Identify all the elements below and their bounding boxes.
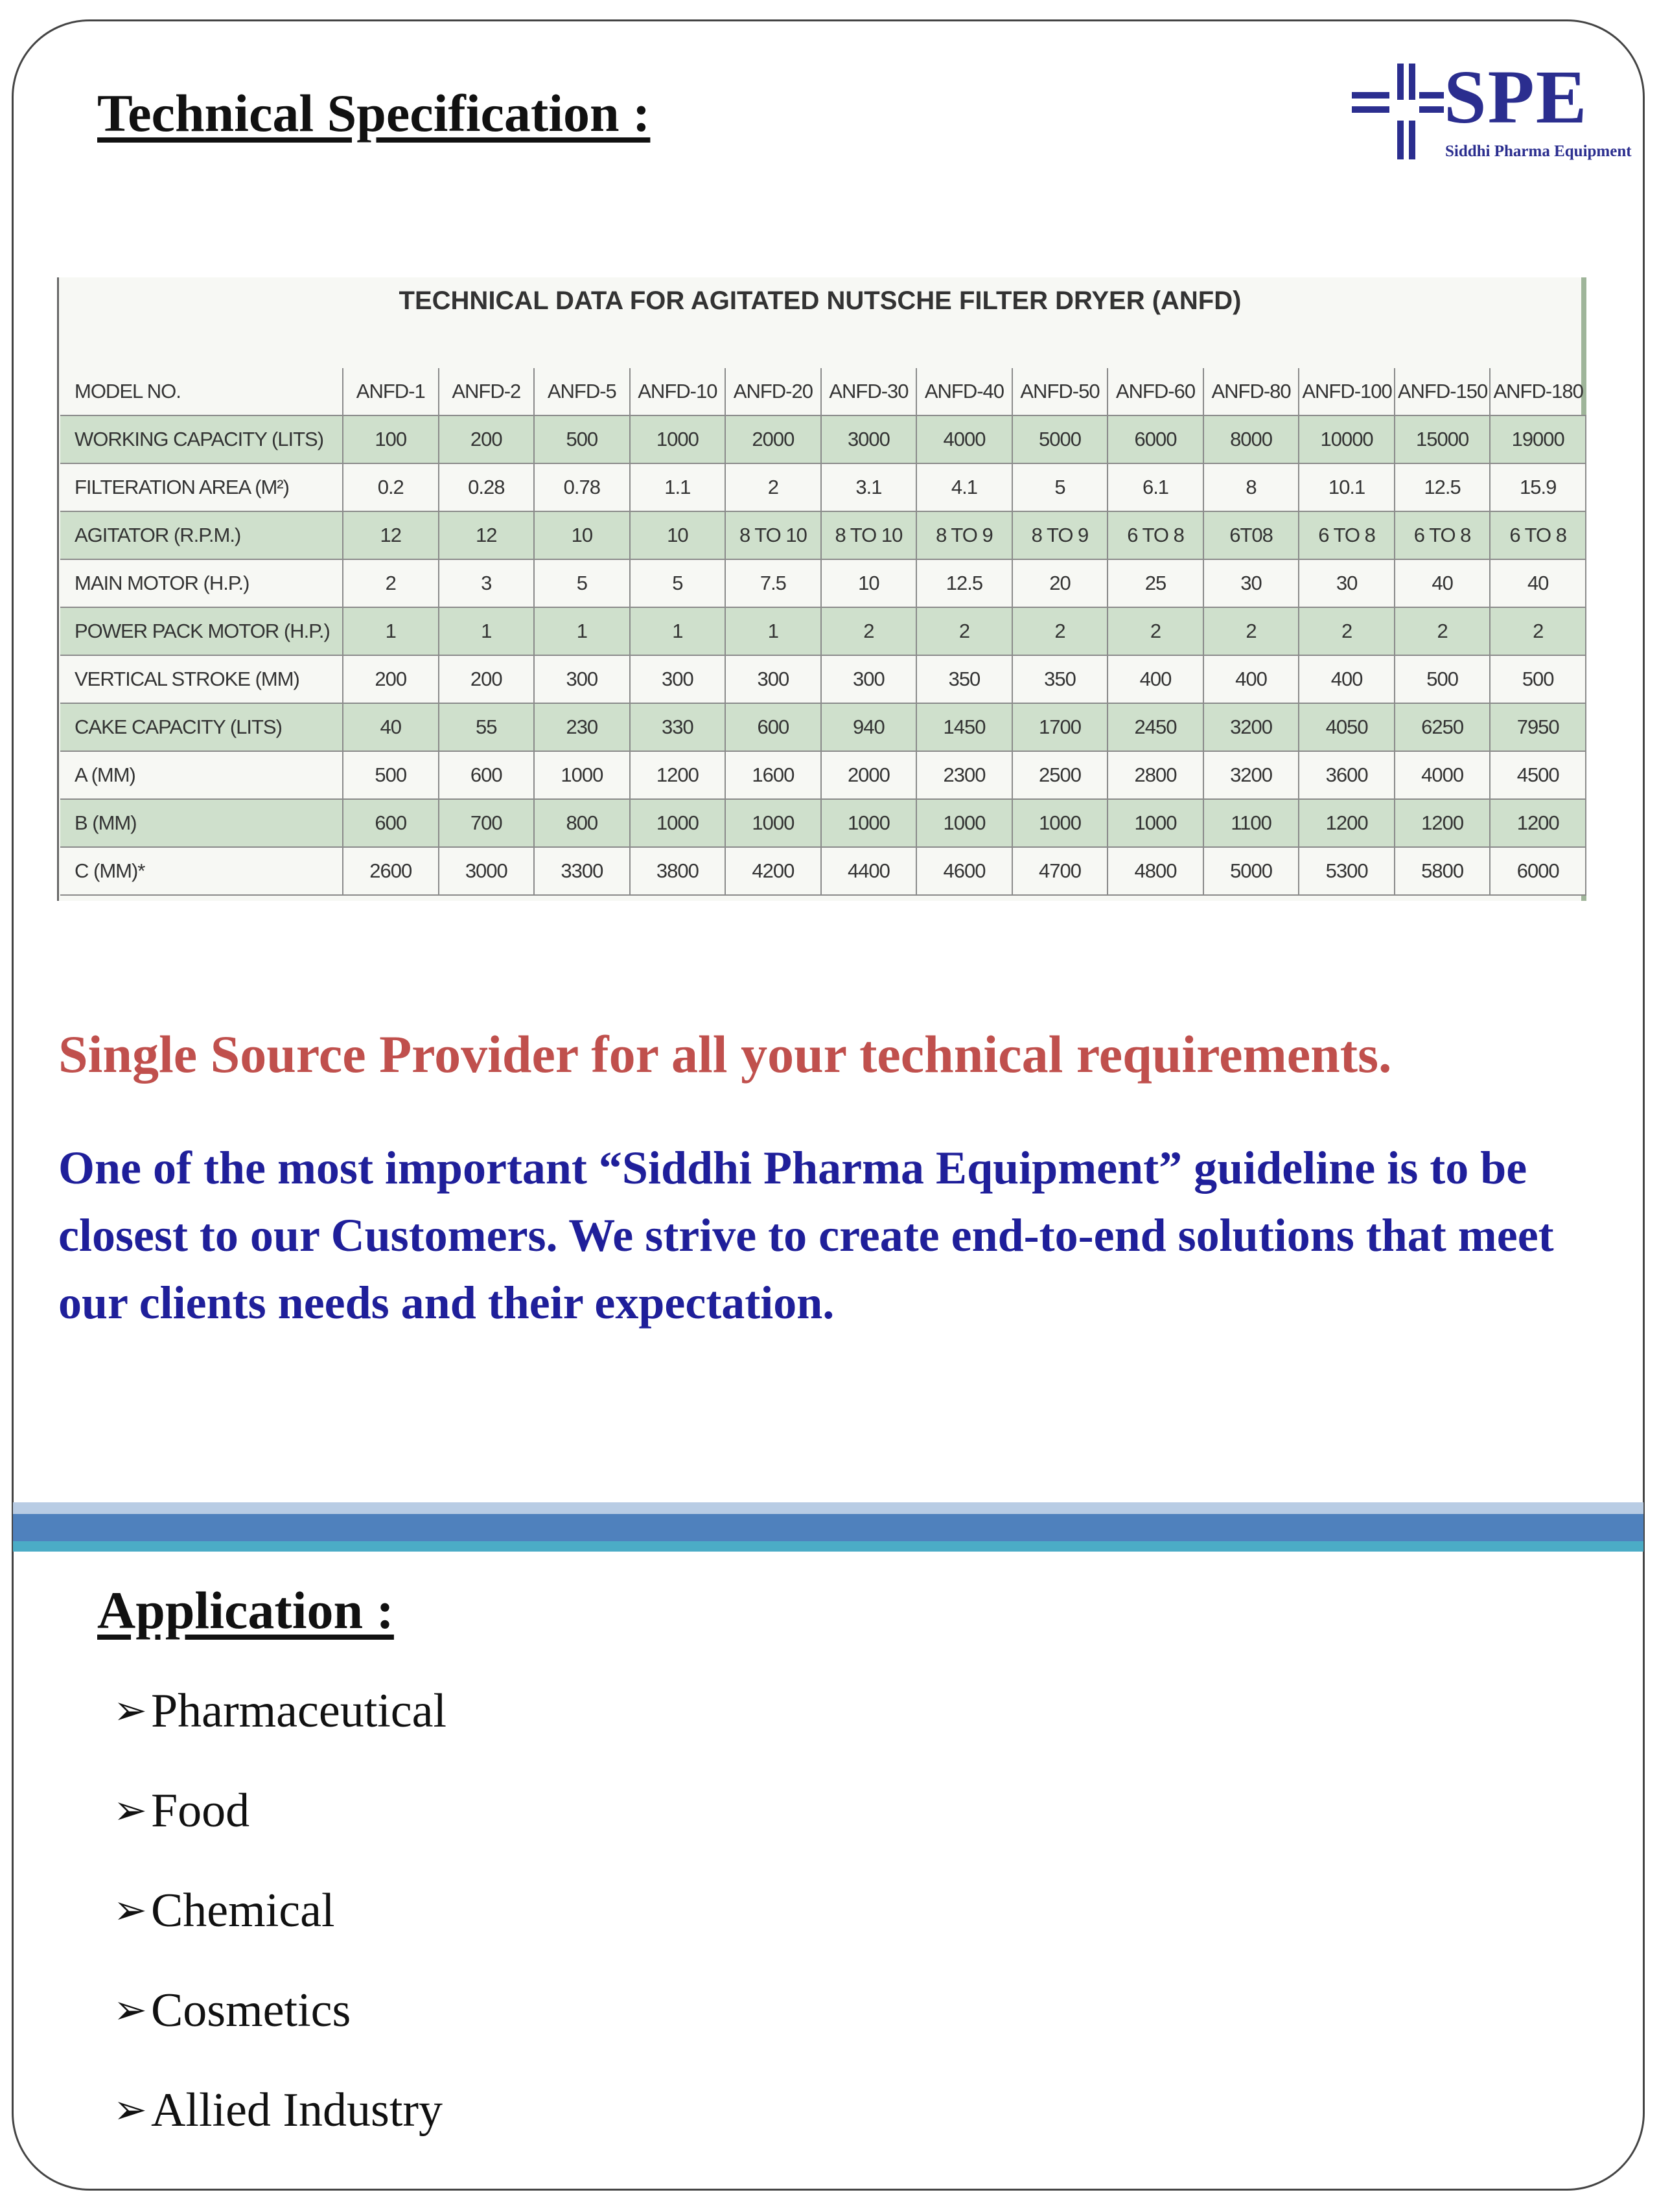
table-cell: 1000 — [1108, 799, 1203, 847]
table-cell: 1700 — [1012, 703, 1108, 751]
table-cell: 4000 — [1395, 751, 1491, 799]
logo-wordmark: SPE — [1444, 54, 1588, 139]
table-cell: 6T08 — [1203, 511, 1299, 559]
column-header: ANFD-50 — [1012, 368, 1108, 415]
arrow-bullet-icon: ➢ — [113, 1988, 147, 2032]
table-cell: 100 — [343, 415, 439, 463]
table-cell: 350 — [1012, 655, 1108, 703]
column-header-model: MODEL NO. — [60, 368, 343, 415]
table-cell: 1000 — [725, 799, 821, 847]
table-cell: 2 — [1299, 607, 1395, 655]
application-item — [113, 1772, 447, 1872]
table-cell: 1200 — [630, 751, 726, 799]
table-row — [60, 607, 1586, 655]
table-cell: 2 — [1203, 607, 1299, 655]
table-cell: 600 — [343, 799, 439, 847]
table-cell: 2 — [1490, 607, 1586, 655]
table-cell: 3800 — [630, 847, 726, 895]
table-row — [60, 415, 1586, 463]
column-header: ANFD-40 — [916, 368, 1012, 415]
table-cell: 15000 — [1395, 415, 1491, 463]
table-cell: 5 — [1012, 463, 1108, 511]
table-cell: 2 — [1012, 607, 1108, 655]
table-cell: 15.9 — [1490, 463, 1586, 511]
application-item-label: Allied Industry — [150, 2084, 443, 2137]
table-cell: 1200 — [1490, 799, 1586, 847]
table-cell: 5300 — [1299, 847, 1395, 895]
row-label: CAKE CAPACITY (LITS) — [60, 703, 343, 751]
spe-logo-mark-icon — [1348, 58, 1445, 162]
column-header: ANFD-20 — [725, 368, 821, 415]
application-item-label: Chemical — [150, 1884, 335, 1937]
table-cell: 1 — [343, 607, 439, 655]
table-cell: 3200 — [1203, 703, 1299, 751]
table-cell: 330 — [630, 703, 726, 751]
table-cell: 1 — [534, 607, 630, 655]
table-cell: 2600 — [343, 847, 439, 895]
spec-table — [60, 368, 1586, 896]
table-cell: 1 — [725, 607, 821, 655]
table-cell: 4600 — [916, 847, 1012, 895]
table-header-row — [60, 368, 1586, 415]
application-heading: Application : — [97, 1581, 394, 1640]
table-row — [60, 655, 1586, 703]
table-cell: 6 TO 8 — [1395, 511, 1491, 559]
table-cell: 1600 — [725, 751, 821, 799]
table-cell: 5 — [630, 559, 726, 607]
application-item — [113, 1672, 447, 1772]
column-header: ANFD-30 — [821, 368, 917, 415]
table-cell: 40 — [1395, 559, 1491, 607]
application-list — [113, 1672, 447, 2171]
table-cell: 8 TO 9 — [1012, 511, 1108, 559]
table-cell: 350 — [916, 655, 1012, 703]
table-cell: 1000 — [821, 799, 917, 847]
table-cell: 300 — [821, 655, 917, 703]
table-cell: 25 — [1108, 559, 1203, 607]
table-cell: 6.1 — [1108, 463, 1203, 511]
table-cell: 2450 — [1108, 703, 1203, 751]
divider-band-teal — [13, 1541, 1643, 1552]
table-cell: 300 — [725, 655, 821, 703]
table-row — [60, 703, 1586, 751]
table-cell: 300 — [630, 655, 726, 703]
table-cell: 4800 — [1108, 847, 1203, 895]
column-header: ANFD-100 — [1299, 368, 1395, 415]
table-cell: 8 TO 9 — [916, 511, 1012, 559]
logo-subtitle: Siddhi Pharma Equipment — [1445, 143, 1632, 160]
table-cell: 500 — [1490, 655, 1586, 703]
table-cell: 6 TO 8 — [1108, 511, 1203, 559]
table-cell: 2 — [1108, 607, 1203, 655]
table-cell: 4500 — [1490, 751, 1586, 799]
table-cell: 4.1 — [916, 463, 1012, 511]
table-cell: 8 TO 10 — [725, 511, 821, 559]
table-cell: 8 — [1203, 463, 1299, 511]
arrow-bullet-icon: ➢ — [113, 2088, 147, 2132]
table-row — [60, 463, 1586, 511]
table-row — [60, 511, 1586, 559]
column-header: ANFD-180 — [1490, 368, 1586, 415]
table-cell: 1000 — [630, 799, 726, 847]
column-header: ANFD-2 — [439, 368, 535, 415]
table-cell: 0.28 — [439, 463, 535, 511]
table-cell: 1 — [630, 607, 726, 655]
table-cell: 1100 — [1203, 799, 1299, 847]
table-cell: 2800 — [1108, 751, 1203, 799]
table-cell: 1450 — [916, 703, 1012, 751]
table-cell: 12 — [343, 511, 439, 559]
table-cell: 600 — [439, 751, 535, 799]
table-cell: 1000 — [1012, 799, 1108, 847]
application-item — [113, 1972, 447, 2071]
table-cell: 5000 — [1203, 847, 1299, 895]
table-cell: 2000 — [725, 415, 821, 463]
table-cell: 12.5 — [916, 559, 1012, 607]
column-header: ANFD-10 — [630, 368, 726, 415]
row-label: POWER PACK MOTOR (H.P.) — [60, 607, 343, 655]
page-title: Technical Specification : — [97, 84, 651, 143]
table-cell: 3000 — [821, 415, 917, 463]
arrow-bullet-icon: ➢ — [113, 1789, 147, 1833]
table-cell: 6 TO 8 — [1490, 511, 1586, 559]
table-cell: 5000 — [1012, 415, 1108, 463]
table-cell: 500 — [1395, 655, 1491, 703]
table-row — [60, 847, 1586, 895]
arrow-bullet-icon: ➢ — [113, 1889, 147, 1933]
table-cell: 200 — [439, 655, 535, 703]
table-cell: 3300 — [534, 847, 630, 895]
table-cell: 800 — [534, 799, 630, 847]
table-cell: 40 — [343, 703, 439, 751]
table-row — [60, 751, 1586, 799]
table-cell: 300 — [534, 655, 630, 703]
table-cell: 10000 — [1299, 415, 1395, 463]
table-cell: 1000 — [916, 799, 1012, 847]
table-cell: 55 — [439, 703, 535, 751]
row-label: B (MM) — [60, 799, 343, 847]
table-cell: 4700 — [1012, 847, 1108, 895]
table-cell: 30 — [1203, 559, 1299, 607]
table-row — [60, 799, 1586, 847]
table-cell: 12 — [439, 511, 535, 559]
table-cell: 400 — [1203, 655, 1299, 703]
column-header: ANFD-60 — [1108, 368, 1203, 415]
table-cell: 500 — [343, 751, 439, 799]
table-cell: 1000 — [630, 415, 726, 463]
table-cell: 4200 — [725, 847, 821, 895]
table-row — [60, 559, 1586, 607]
table-cell: 200 — [343, 655, 439, 703]
table-cell: 40 — [1490, 559, 1586, 607]
table-cell: 1 — [439, 607, 535, 655]
table-cell: 4050 — [1299, 703, 1395, 751]
table-cell: 30 — [1299, 559, 1395, 607]
table-cell: 10 — [630, 511, 726, 559]
application-item-label: Pharmaceutical — [150, 1684, 447, 1738]
row-label: WORKING CAPACITY (LITS) — [60, 415, 343, 463]
table-cell: 2300 — [916, 751, 1012, 799]
table-cell: 400 — [1299, 655, 1395, 703]
table-cell: 3000 — [439, 847, 535, 895]
arrow-bullet-icon: ➢ — [113, 1689, 147, 1733]
row-label: FILTERATION AREA (M²) — [60, 463, 343, 511]
table-cell: 8 TO 10 — [821, 511, 917, 559]
table-cell: 2 — [1395, 607, 1491, 655]
table-cell: 3600 — [1299, 751, 1395, 799]
table-cell: 2 — [725, 463, 821, 511]
column-header: ANFD-150 — [1395, 368, 1491, 415]
row-label: MAIN MOTOR (H.P.) — [60, 559, 343, 607]
divider-band-light — [13, 1502, 1643, 1514]
table-cell: 2500 — [1012, 751, 1108, 799]
intro-paragraph: One of the most important “Siddhi Pharma Equipment” guideline is to be closest to our Customers. We strive to create end-to-end solutions that meet our clients needs and their expectation. — [58, 1142, 1554, 1329]
column-header: ANFD-1 — [343, 368, 439, 415]
table-cell: 400 — [1108, 655, 1203, 703]
table-cell: 3 — [439, 559, 535, 607]
table-cell: 8000 — [1203, 415, 1299, 463]
table-cell: 1.1 — [630, 463, 726, 511]
table-cell: 4000 — [916, 415, 1012, 463]
table-cell: 3200 — [1203, 751, 1299, 799]
table-cell: 0.78 — [534, 463, 630, 511]
row-label: VERTICAL STROKE (MM) — [60, 655, 343, 703]
table-cell: 19000 — [1490, 415, 1586, 463]
table-cell: 12.5 — [1395, 463, 1491, 511]
table-cell: 1000 — [534, 751, 630, 799]
table-cell: 6000 — [1108, 415, 1203, 463]
table-cell: 1200 — [1299, 799, 1395, 847]
table-cell: 5 — [534, 559, 630, 607]
divider-bands — [13, 1502, 1643, 1552]
table-cell: 10 — [821, 559, 917, 607]
table-cell: 5800 — [1395, 847, 1491, 895]
table-cell: 230 — [534, 703, 630, 751]
spec-table-panel — [57, 277, 1586, 901]
application-item — [113, 2071, 447, 2171]
table-cell: 3.1 — [821, 463, 917, 511]
table-cell: 10.1 — [1299, 463, 1395, 511]
table-cell: 6000 — [1490, 847, 1586, 895]
table-cell: 2 — [916, 607, 1012, 655]
table-cell: 500 — [534, 415, 630, 463]
column-header: ANFD-5 — [534, 368, 630, 415]
row-label: C (MM)* — [60, 847, 343, 895]
row-label: AGITATOR (R.P.M.) — [60, 511, 343, 559]
table-cell: 2 — [343, 559, 439, 607]
table-cell: 6250 — [1395, 703, 1491, 751]
table-cell: 20 — [1012, 559, 1108, 607]
table-cell: 10 — [534, 511, 630, 559]
table-cell: 600 — [725, 703, 821, 751]
table-cell: 7950 — [1490, 703, 1586, 751]
tagline: Single Source Provider for all your technical requirements. — [58, 1025, 1392, 1084]
table-cell: 200 — [439, 415, 535, 463]
divider-band-mid — [13, 1514, 1643, 1541]
application-item-label: Food — [150, 1784, 250, 1837]
column-header: ANFD-80 — [1203, 368, 1299, 415]
table-cell: 4400 — [821, 847, 917, 895]
table-cell: 2000 — [821, 751, 917, 799]
spec-table-title: TECHNICAL DATA FOR AGITATED NUTSCHE FILTER DRYER (ANFD) — [399, 286, 1242, 315]
table-cell: 2 — [821, 607, 917, 655]
spe-logo — [1348, 54, 1632, 169]
application-item-label: Cosmetics — [150, 1984, 351, 2037]
row-label: A (MM) — [60, 751, 343, 799]
application-item — [113, 1872, 447, 1972]
table-cell: 700 — [439, 799, 535, 847]
table-cell: 7.5 — [725, 559, 821, 607]
table-cell: 1200 — [1395, 799, 1491, 847]
table-cell: 940 — [821, 703, 917, 751]
table-cell: 6 TO 8 — [1299, 511, 1395, 559]
table-cell: 0.2 — [343, 463, 439, 511]
